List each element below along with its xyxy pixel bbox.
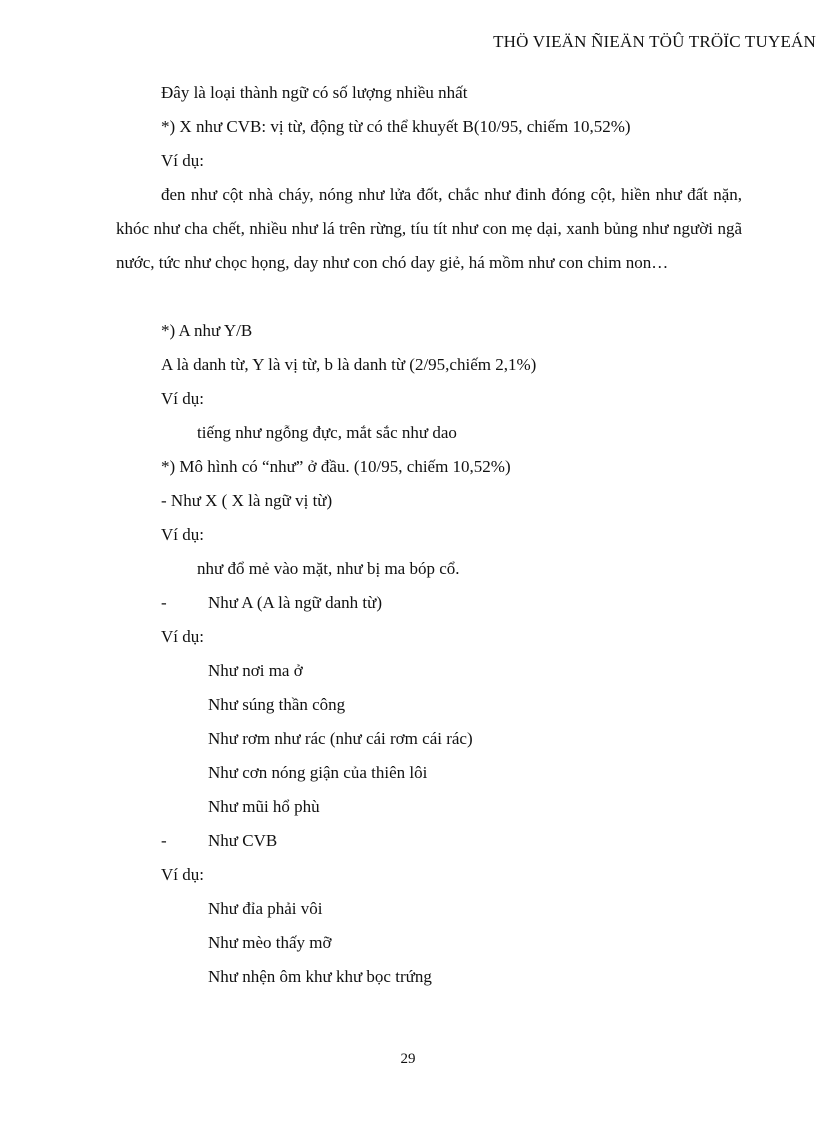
running-header: THÖ VIEÄN ÑIEÄN TÖÛ TRÖÏC TUYEÁN	[493, 32, 816, 51]
text-line: Ví dụ:	[161, 865, 204, 884]
dash-bullet: -	[161, 593, 167, 612]
text-line: Ví dụ:	[161, 627, 204, 646]
text-line: Như CVB	[208, 831, 278, 850]
text-line: Như nhện ôm khư khư bọc trứng	[208, 967, 432, 986]
text-line: - Như X ( X là ngữ vị từ)	[161, 491, 333, 510]
text-line: Như đỉa phải vôi	[208, 899, 323, 918]
paragraph: đen như cột nhà cháy, nóng như lửa đốt, chắc như đinh đóng cột, hiền như đất nặn, khóc như cha chết, nhiều như lá trên rừng, tíu tít như con mẹ dại, xanh bủng như người ngã nước, tức như chọc họng, day như con chó day giẻ, há mồm như con chim non…	[116, 185, 742, 272]
text-line: Như mũi hổ phù	[208, 797, 320, 816]
dash-bullet: -	[161, 831, 167, 850]
text-line: *) Mô hình có “như” ở đầu. (10/95, chiếm 10,52%)	[161, 457, 511, 476]
text-line: Như súng thần công	[208, 695, 346, 714]
text-line: Ví dụ:	[161, 389, 204, 408]
text-line: Như cơn nóng giận của thiên lôi	[208, 763, 428, 782]
text-line: *) A như Y/B	[161, 321, 253, 340]
text-line: như đổ mẻ vào mặt, như bị ma bóp cổ.	[197, 559, 460, 578]
text-line: Như rơm như rác (như cái rơm cái rác)	[208, 729, 473, 748]
text-line: Ví dụ:	[161, 525, 204, 544]
text-line: Như A (A là ngữ danh từ)	[208, 593, 383, 612]
text-line: Đây là loại thành ngữ có số lượng nhiều nhất	[161, 83, 468, 102]
text-line: tiếng như ngỗng đực, mắt sắc như dao	[197, 423, 457, 442]
text-line: Ví dụ:	[161, 151, 204, 170]
text-line: Như nơi ma ở	[208, 661, 303, 680]
text-line: *) X như CVB: vị từ, động từ có thể khuyết B(10/95, chiếm 10,52%)	[161, 117, 631, 136]
text-line: A là danh từ, Y là vị từ, b là danh từ (2/95,chiếm 2,1%)	[161, 355, 537, 374]
text-line: Như mèo thấy mỡ	[208, 933, 332, 952]
page-number: 29	[400, 1051, 416, 1067]
